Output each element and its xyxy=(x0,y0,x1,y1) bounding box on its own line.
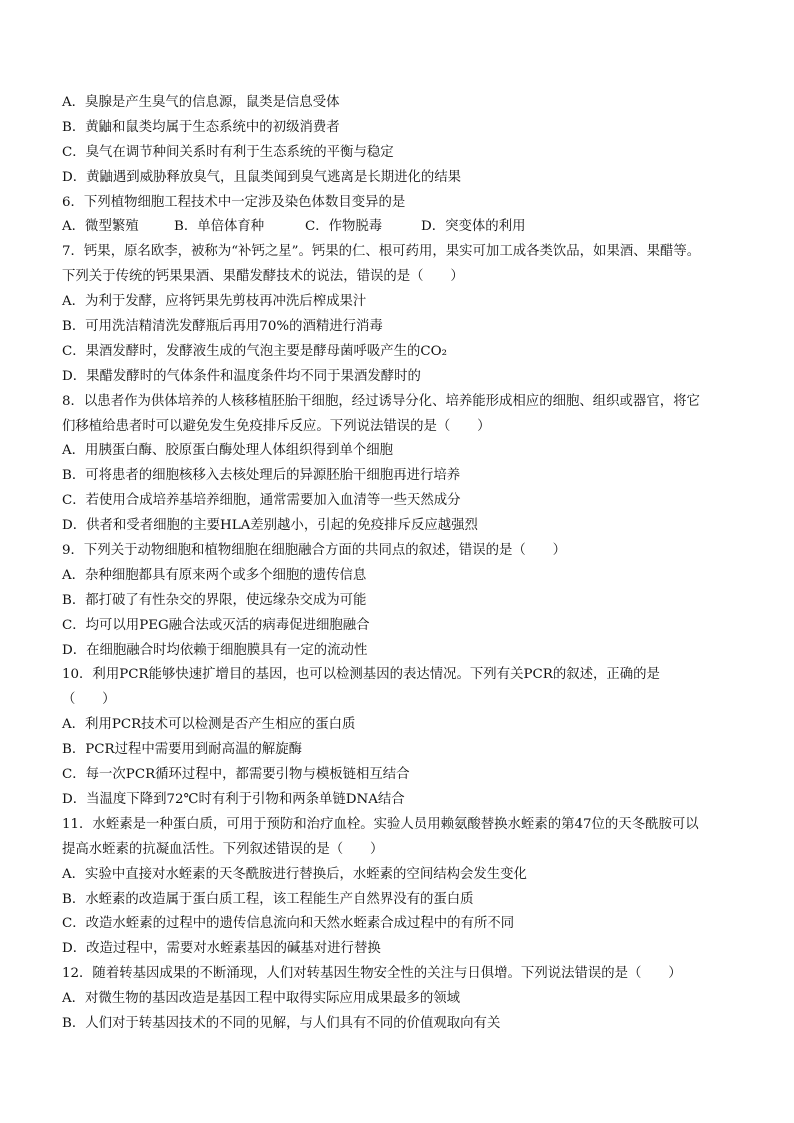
q11-option-c: C．改造水蛭素的过程中的遗传信息流向和天然水蛭素合成过程中的有所不同 xyxy=(62,916,515,932)
q7-option-a: A．为利于发酵，应将钙果先剪枝再冲洗后榨成果汁 xyxy=(62,294,367,310)
q8-option-d: D．供者和受者细胞的主要HLA差别越小，引起的免疫排斥反应越强烈 xyxy=(62,518,478,534)
q10-option-b: B．PCR过程中需要用到耐高温的解旋酶 xyxy=(62,742,303,758)
q8-option-c: C．若使用合成培养基培养细胞，通常需要加入血清等一些天然成分 xyxy=(62,493,461,509)
q6-options-row xyxy=(62,215,738,240)
q7-stem-line-1: 7．钙果，原名欧李，被称为“补钙之星”。钙果的仁、根可药用，果实可加工成各类饮品，如果酒、果醋等。 xyxy=(62,244,701,260)
q12-stem-line-1: 12．随着转基因成果的不断涌现，人们对转基因生物安全性的关注与日俱增。下列说法错误的是（ ） xyxy=(62,966,682,982)
q11-option-b: B．水蛭素的改造属于蛋白质工程，该工程能生产自然界没有的蛋白质 xyxy=(62,891,474,907)
q11-option-d: D．改造过程中，需要对水蛭素基因的碱基对进行替换 xyxy=(62,941,381,957)
q8-stem-line-2: 们移植给患者时可以避免发生免疫排斥反应。下列说法错误的是（ ） xyxy=(62,418,491,434)
q9-option-a: A．杂种细胞都具有原来两个或多个细胞的遗传信息 xyxy=(62,567,367,583)
q6-option-b: B．单倍体育种 xyxy=(174,219,265,235)
question-text-block xyxy=(62,91,738,1037)
q6-option-c: C．作物脱毒 xyxy=(305,219,383,235)
q9-option-b: B．都打破了有性杂交的界限，使远缘杂交成为可能 xyxy=(62,592,367,608)
q11-stem-line-2: 提高水蛭素的抗凝血活性。下列叙述错误的是（ ） xyxy=(62,841,384,857)
q5-option-b: B．黄鼬和鼠类均属于生态系统中的初级消费者 xyxy=(62,119,340,135)
q5-option-c: C．臭气在调节种间关系时有利于生态系统的平衡与稳定 xyxy=(62,144,394,160)
q9-option-d: D．在细胞融合时均依赖于细胞膜具有一定的流动性 xyxy=(62,642,368,658)
q6-option-d: D．突变体的利用 xyxy=(421,219,526,235)
q7-stem-line-2: 下列关于传统的钙果果酒、果醋发酵技术的说法，错误的是（ ） xyxy=(62,269,464,285)
q10-option-d: D．当温度下降到72℃时有利于引物和两条单链DNA结合 xyxy=(62,791,405,807)
q9-stem-line-1: 9．下列关于动物细胞和植物细胞在细胞融合方面的共同点的叙述，错误的是（ ） xyxy=(62,543,566,559)
q12-option-a: A．对微生物的基因改造是基因工程中取得实际应用成果最多的领域 xyxy=(62,991,460,1007)
q7-option-d: D．果醋发酵时的气体条件和温度条件均不同于果酒发酵时的 xyxy=(62,368,421,384)
q8-stem-line-1: 8．以患者作为供体培养的人核移植胚胎干细胞，经过诱导分化、培养能形成相应的细胞、组织或器官，将它 xyxy=(62,393,700,409)
q10-stem-line-1: 10．利用PCR能够快速扩增目的基因，也可以检测基因的表达情况。下列有关PCR的叙述，正确的是 xyxy=(62,667,660,683)
q9-option-c: C．均可以用PEG融合法或灭活的病毒促进细胞融合 xyxy=(62,617,370,633)
q8-option-a: A．用胰蛋白酶、胶原蛋白酶处理人体组织得到单个细胞 xyxy=(62,443,394,459)
q7-option-b: B．可用洗洁精清洗发酵瓶后再用70%的酒精进行消毒 xyxy=(62,319,383,335)
q8-option-b: B．可将患者的细胞核移入去核处理后的异源胚胎干细胞再进行培养 xyxy=(62,468,461,484)
q5-option-d: D．黄鼬遇到威胁释放臭气，且鼠类闻到臭气逃离是长期进化的结果 xyxy=(62,169,462,185)
q11-option-a: A．实验中直接对水蛭素的天冬酰胺进行替换后，水蛭素的空间结构会发生变化 xyxy=(62,866,527,882)
q6-stem: 6．下列植物细胞工程技术中一定涉及染色体数目变异的是 xyxy=(62,194,406,210)
q5-option-a: A．臭腺是产生臭气的信息源，鼠类是信息受体 xyxy=(62,95,340,110)
q6-option-a: A．微型繁殖 xyxy=(62,219,139,235)
q11-stem-line-1: 11．水蛭素是一种蛋白质，可用于预防和治疗血栓。实验人员用赖氨酸替换水蛭素的第47位的天冬酰胺可以 xyxy=(62,816,699,832)
q10-option-c: C．每一次PCR循环过程中，都需要引物与模板链相互结合 xyxy=(62,767,410,783)
q12-option-b: B．人们对于转基因技术的不同的见解，与人们具有不同的价值观取向有关 xyxy=(62,1015,501,1031)
q7-option-c: C．果酒发酵时，发酵液生成的气泡主要是酵母菌呼吸产生的CO₂ xyxy=(62,343,447,359)
q10-stem-line-2: （ ） xyxy=(62,692,116,708)
q10-option-a: A．利用PCR技术可以检测是否产生相应的蛋白质 xyxy=(62,717,356,733)
